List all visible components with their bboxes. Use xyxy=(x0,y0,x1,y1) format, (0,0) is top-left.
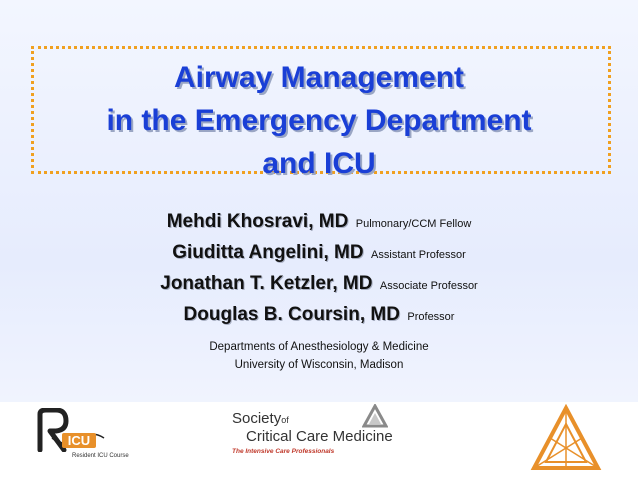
sccm-society xyxy=(232,410,289,427)
affiliation xyxy=(0,338,638,374)
sccm-tagline: The Intensive Care Professionals xyxy=(232,448,335,455)
author-role: Professor xyxy=(407,311,455,323)
sccm-society-word: Society xyxy=(232,410,282,427)
ricu-subtitle: Resident ICU Course xyxy=(72,453,129,459)
author-name: Jonathan T. Ketzler, MD xyxy=(160,273,373,294)
title-line-3: and ICU xyxy=(262,147,376,180)
ricu-r-icon xyxy=(34,408,114,452)
author-row xyxy=(0,299,638,330)
author-role: Associate Professor xyxy=(379,280,478,292)
author-list xyxy=(0,206,638,330)
author-name: Douglas B. Coursin, MD xyxy=(183,304,400,325)
resident-icu-logo xyxy=(34,408,129,464)
sccm-triangle-icon xyxy=(362,404,388,428)
author-row xyxy=(0,237,638,268)
sccm-of-word: of xyxy=(281,415,289,425)
author-name: Mehdi Khosravi, MD xyxy=(166,211,349,232)
university-text: University of Wisconsin, Madison xyxy=(234,359,404,371)
author-role: Pulmonary/CCM Fellow xyxy=(355,218,472,230)
author-row xyxy=(0,206,638,237)
sccm-name: Critical Care Medicine xyxy=(246,428,393,445)
orange-triangle-icon xyxy=(530,404,602,472)
author-role: Assistant Professor xyxy=(371,249,466,261)
logo-strip xyxy=(0,402,638,478)
title-line-1: Airway Management xyxy=(173,61,465,94)
title-line-2: in the Emergency Department xyxy=(106,104,532,137)
ricu-letters: ICU xyxy=(67,433,91,448)
department-text: Departments of Anesthesiology & Medicine xyxy=(209,341,429,353)
sccm-logo xyxy=(232,410,432,470)
author-row xyxy=(0,268,638,299)
author-name: Giuditta Angelini, MD xyxy=(172,242,364,263)
slide-title xyxy=(0,56,638,185)
